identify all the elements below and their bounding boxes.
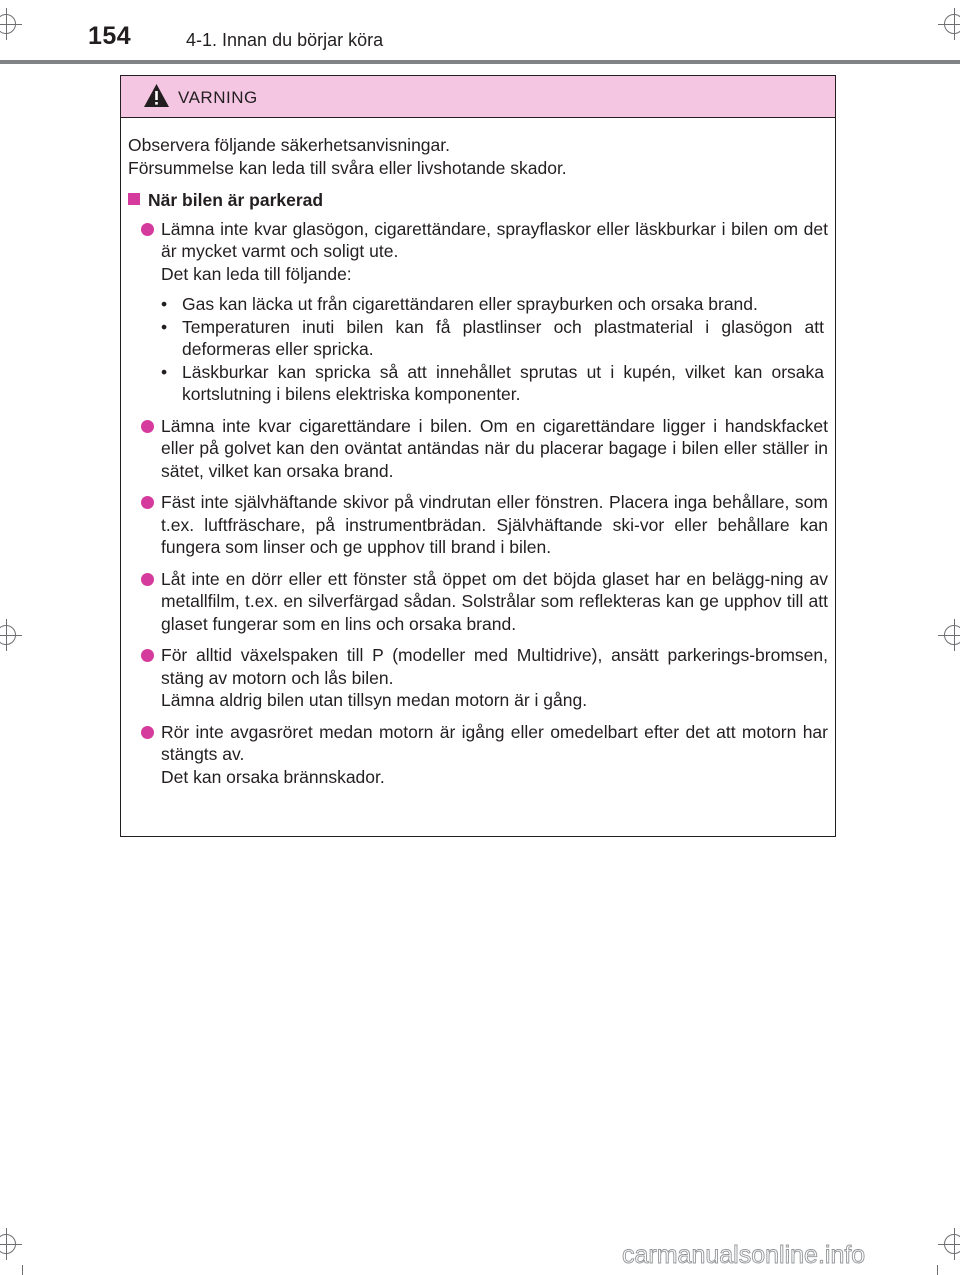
svg-text:carmanualsonline.info: carmanualsonline.info bbox=[622, 1241, 866, 1269]
warning-intro bbox=[128, 134, 828, 179]
sub-item-text: Gas kan läcka ut från cigarettändaren eller sprayburken och orsaka brand. bbox=[182, 294, 758, 314]
page-number: 154 bbox=[88, 22, 132, 50]
warning-item bbox=[128, 218, 828, 406]
sub-list-item bbox=[161, 361, 828, 406]
subheading-text: När bilen är parkerad bbox=[148, 190, 324, 210]
bullet-icon: • bbox=[161, 316, 168, 337]
intro-line: Försummelse kan leda till svåra eller livshotande skador. bbox=[128, 157, 567, 178]
section-title: 4-1. Innan du börjar köra bbox=[186, 30, 384, 50]
circle-bullet-icon bbox=[141, 649, 154, 662]
warning-content bbox=[128, 134, 828, 788]
circle-bullet-icon bbox=[141, 420, 154, 433]
item-extra: Det kan leda till följande: bbox=[161, 263, 352, 284]
header-rule bbox=[0, 60, 960, 64]
item-text: För alltid växelspaken till P (modeller med Multidrive), ansätt parkerings-bromsen, stäng av motorn och lås bilen. bbox=[161, 645, 828, 688]
warning-box bbox=[120, 75, 836, 837]
item-text: Fäst inte självhäftande skivor på vindrutan eller fönstren. Placera inga behållare, som t.ex. luftfräschare, på instrumentbrädan. Självhäftande ski-vor eller behållare kan fungera som linser och ge upphov till brand i bilen. bbox=[161, 492, 828, 557]
crop-line-bottom-left bbox=[22, 1265, 23, 1275]
item-extra: Lämna aldrig bilen utan tillsyn medan motorn är i gång. bbox=[161, 690, 588, 710]
warning-label: VARNING bbox=[178, 88, 258, 107]
warning-item bbox=[128, 721, 828, 789]
crop-mark-bottom-left bbox=[0, 1228, 22, 1260]
bullet-icon: • bbox=[161, 294, 168, 314]
item-text: Lämna inte kvar glasögon, cigarettändare, sprayflaskor eller läskburkar i bilen om det är mycket varmt och soligt ute. bbox=[161, 218, 828, 261]
sub-list-item bbox=[161, 316, 828, 361]
circle-bullet-icon bbox=[141, 496, 154, 509]
intro-line: Observera följande säkerhetsanvisningar. bbox=[128, 135, 450, 155]
circle-bullet-icon bbox=[141, 726, 154, 739]
crop-mark-top-right bbox=[938, 8, 960, 40]
item-extra: Det kan orsaka brännskador. bbox=[161, 766, 385, 787]
circle-bullet-icon bbox=[141, 223, 154, 236]
sub-item-text: Läskburkar kan spricka så att innehållet sprutas ut i kupén, vilket kan orsaka kortslutning i bilens elektriska komponenter. bbox=[182, 361, 824, 404]
sub-list bbox=[161, 293, 828, 406]
crop-mark-top-left bbox=[0, 8, 22, 40]
square-bullet-icon bbox=[128, 193, 140, 205]
warning-header bbox=[121, 76, 835, 118]
watermark-logo bbox=[618, 1240, 948, 1270]
sub-list-item bbox=[161, 293, 828, 316]
item-text: Låt inte en dörr eller ett fönster stå öppet om det böjda glaset har en belägg-ning av metallfilm, t.ex. en silverfärgad sådan. Solstrålar som reflekteras kan ge upphov till att glaset fungerar som en lins och orsaka brand. bbox=[161, 568, 828, 634]
item-text: Lämna inte kvar cigarettändare i bilen. Om en cigarettändare ligger i handskfacket eller på golvet kan den oväntat antändas när du placerar bagage i bilen eller ställer in sätet, vilket kan orsaka brand. bbox=[161, 415, 828, 481]
warning-item bbox=[128, 568, 828, 636]
warning-triangle-icon bbox=[143, 83, 170, 108]
subheading bbox=[128, 189, 828, 212]
warning-item bbox=[128, 491, 828, 559]
item-text: Rör inte avgasröret medan motorn är igång eller omedelbart efter det att motorn har stängts av. bbox=[161, 721, 828, 764]
crop-mark-middle-left bbox=[0, 619, 22, 651]
warning-item bbox=[128, 644, 828, 712]
warning-item bbox=[128, 415, 828, 483]
circle-bullet-icon bbox=[141, 573, 154, 586]
crop-mark-middle-right bbox=[938, 619, 960, 651]
bullet-icon: • bbox=[161, 361, 168, 382]
sub-item-text: Temperaturen inuti bilen kan få plastlinser och plastmaterial i glasögon att deformeras eller spricka. bbox=[182, 316, 824, 359]
